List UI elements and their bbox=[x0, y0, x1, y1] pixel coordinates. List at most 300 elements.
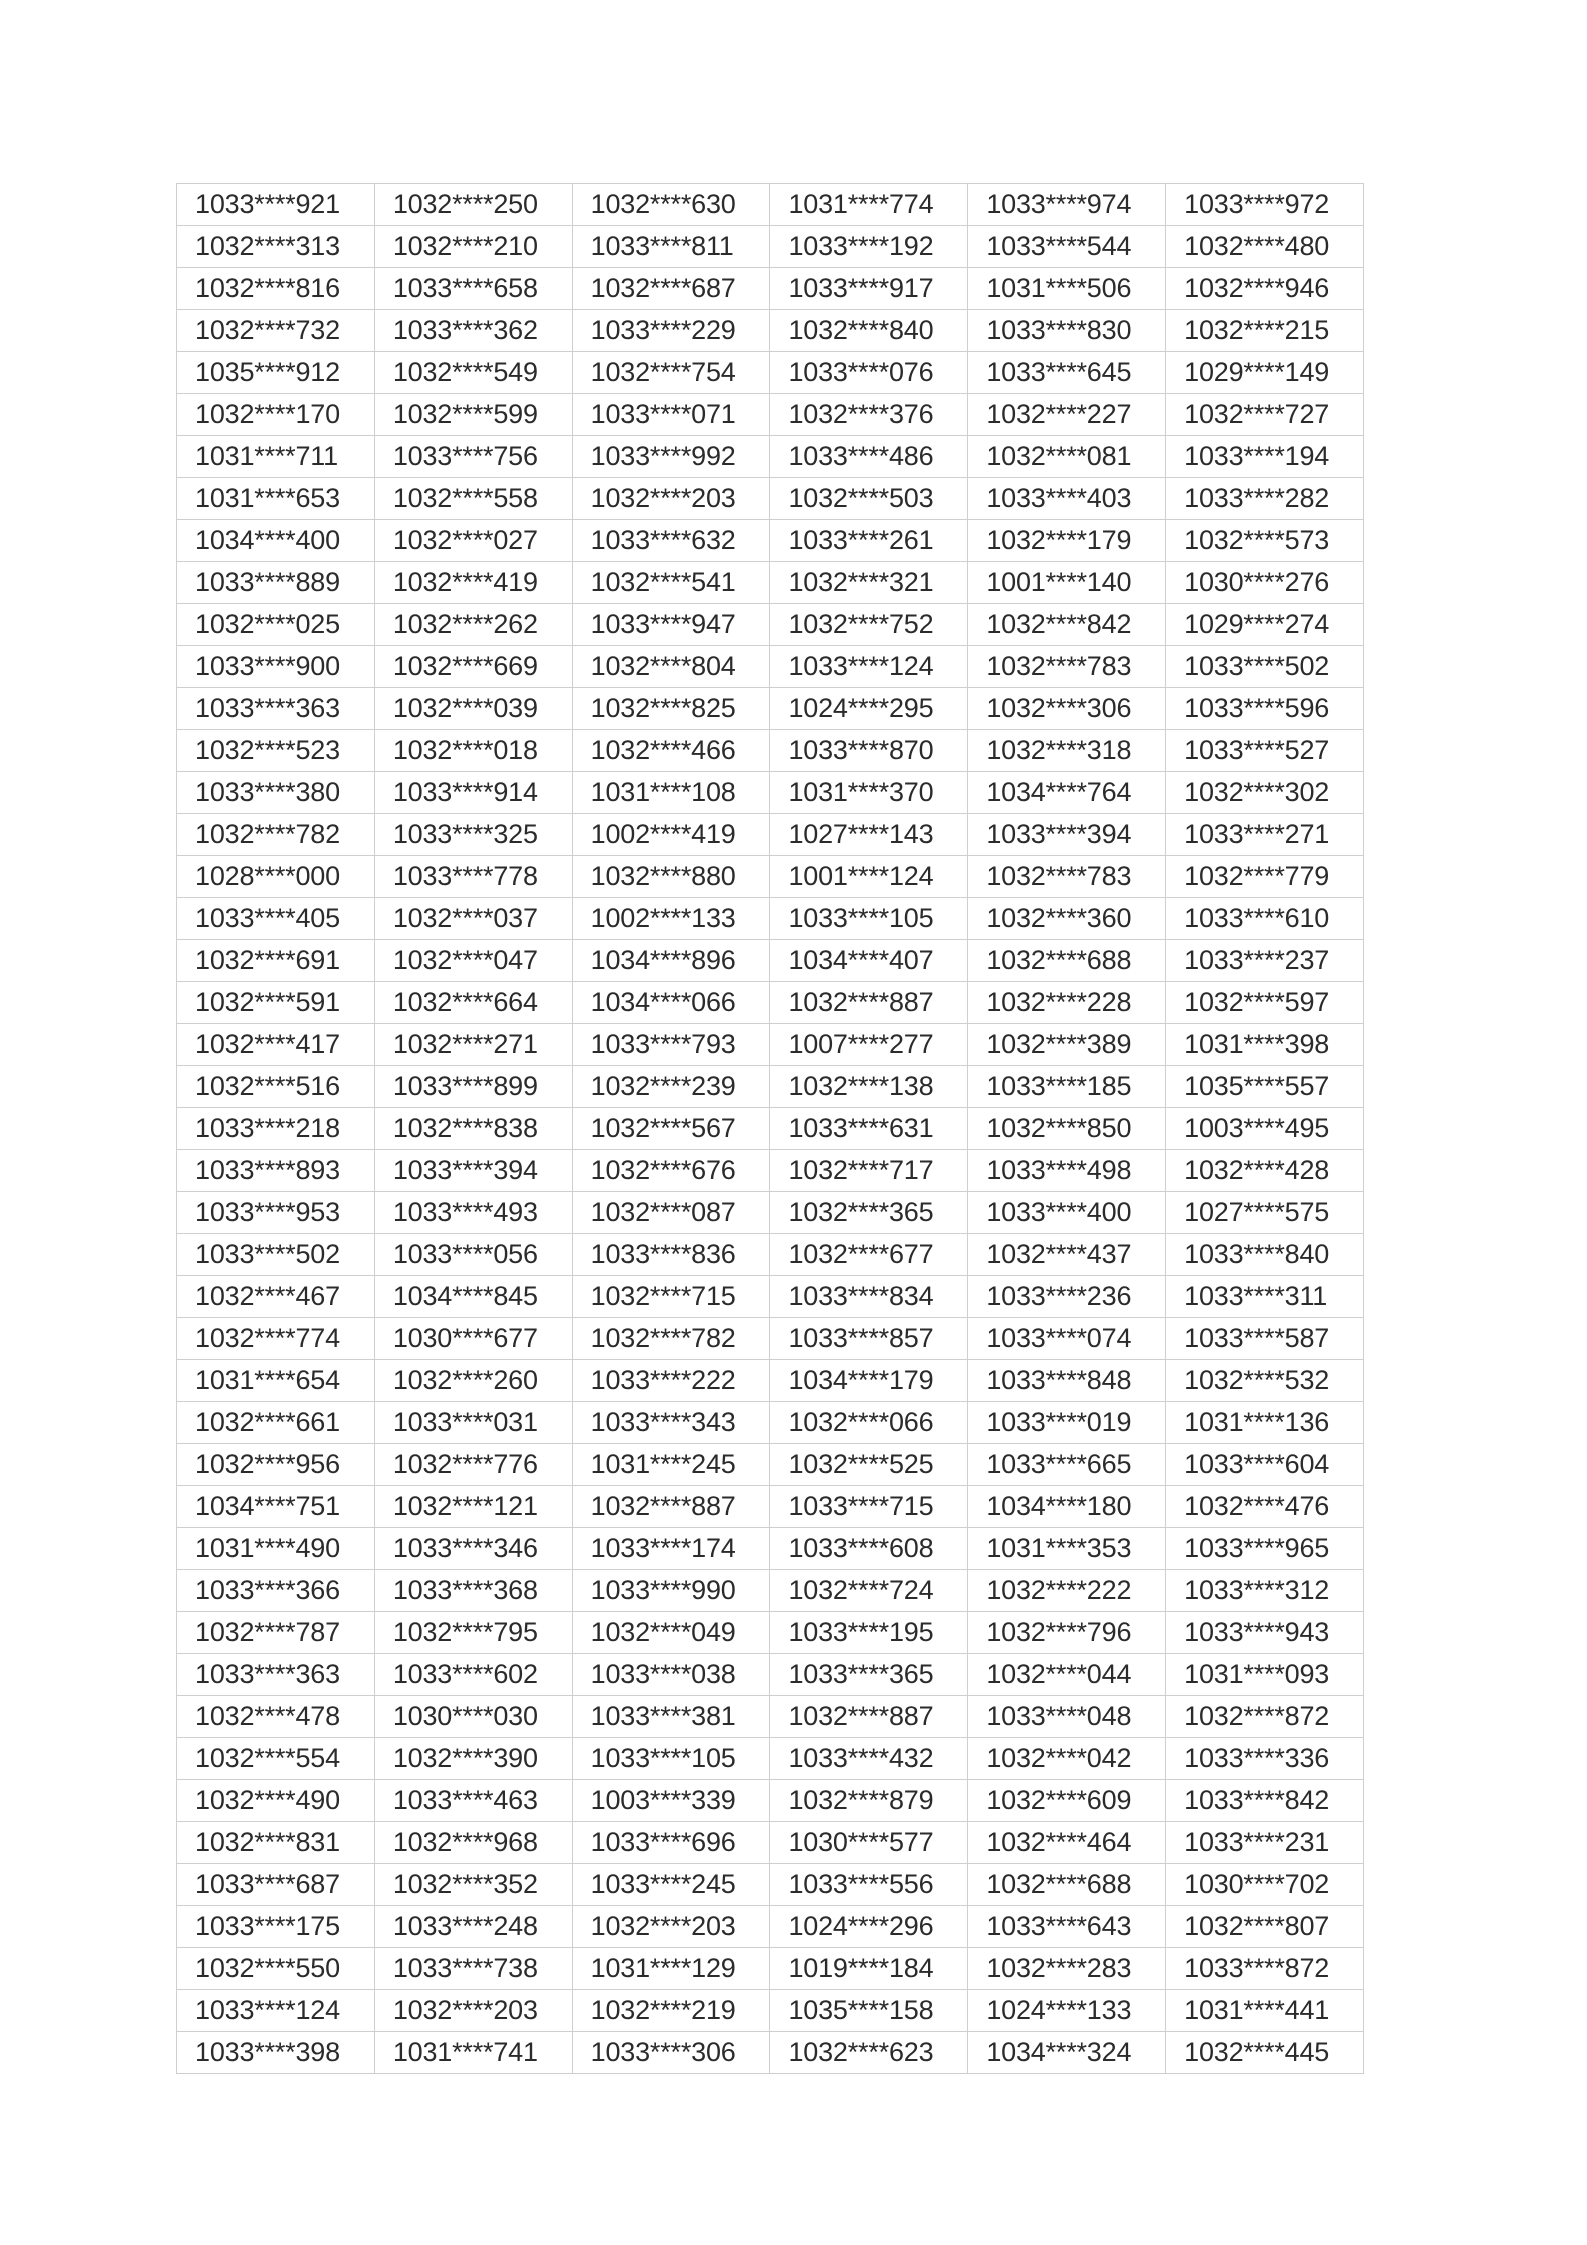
table-row bbox=[177, 478, 1364, 520]
table-cell: 1032****609 bbox=[968, 1780, 1166, 1822]
table-cell: 1032****467 bbox=[177, 1276, 375, 1318]
table-cell: 1032****807 bbox=[1166, 1906, 1364, 1948]
table-cell: 1032****179 bbox=[968, 520, 1166, 562]
table-row bbox=[177, 352, 1364, 394]
table-cell: 1032****776 bbox=[374, 1444, 572, 1486]
table-cell: 1032****228 bbox=[968, 982, 1166, 1024]
table-cell: 1007****277 bbox=[770, 1024, 968, 1066]
table-cell: 1033****836 bbox=[572, 1234, 770, 1276]
table-cell: 1033****899 bbox=[374, 1066, 572, 1108]
table-cell: 1033****048 bbox=[968, 1696, 1166, 1738]
table-cell: 1032****365 bbox=[770, 1192, 968, 1234]
table-row bbox=[177, 1906, 1364, 1948]
table-cell: 1032****804 bbox=[572, 646, 770, 688]
table-row bbox=[177, 1024, 1364, 1066]
table-cell: 1033****486 bbox=[770, 436, 968, 478]
table-cell: 1033****715 bbox=[770, 1486, 968, 1528]
table-row bbox=[177, 688, 1364, 730]
table-cell: 1030****276 bbox=[1166, 562, 1364, 604]
table-cell: 1032****039 bbox=[374, 688, 572, 730]
table-cell: 1033****368 bbox=[374, 1570, 572, 1612]
table-cell: 1032****968 bbox=[374, 1822, 572, 1864]
table-cell: 1032****687 bbox=[572, 268, 770, 310]
table-cell: 1033****502 bbox=[177, 1234, 375, 1276]
table-cell: 1033****365 bbox=[770, 1654, 968, 1696]
table-cell: 1031****353 bbox=[968, 1528, 1166, 1570]
table-cell: 1033****632 bbox=[572, 520, 770, 562]
table-cell: 1032****203 bbox=[374, 1990, 572, 2032]
table-cell: 1032****066 bbox=[770, 1402, 968, 1444]
table-cell: 1032****887 bbox=[770, 1696, 968, 1738]
table-cell: 1033****261 bbox=[770, 520, 968, 562]
table-cell: 1032****838 bbox=[374, 1108, 572, 1150]
table-cell: 1033****857 bbox=[770, 1318, 968, 1360]
table-cell: 1033****363 bbox=[177, 1654, 375, 1696]
table-row bbox=[177, 520, 1364, 562]
table-cell: 1032****480 bbox=[1166, 226, 1364, 268]
table-cell: 1032****445 bbox=[1166, 2032, 1364, 2074]
table-cell: 1032****087 bbox=[572, 1192, 770, 1234]
table-cell: 1032****478 bbox=[177, 1696, 375, 1738]
table-cell: 1034****324 bbox=[968, 2032, 1166, 2074]
table-cell: 1031****136 bbox=[1166, 1402, 1364, 1444]
table-cell: 1035****557 bbox=[1166, 1066, 1364, 1108]
table-cell: 1033****124 bbox=[177, 1990, 375, 2032]
table-cell: 1033****311 bbox=[1166, 1276, 1364, 1318]
table-cell: 1033****596 bbox=[1166, 688, 1364, 730]
table-cell: 1033****031 bbox=[374, 1402, 572, 1444]
table-cell: 1032****203 bbox=[572, 1906, 770, 1948]
table-cell: 1033****631 bbox=[770, 1108, 968, 1150]
table-cell: 1032****783 bbox=[968, 856, 1166, 898]
table-cell: 1032****688 bbox=[968, 1864, 1166, 1906]
table-cell: 1032****428 bbox=[1166, 1150, 1364, 1192]
table-row bbox=[177, 562, 1364, 604]
table-cell: 1033****380 bbox=[177, 772, 375, 814]
table-cell: 1031****654 bbox=[177, 1360, 375, 1402]
table-cell: 1032****121 bbox=[374, 1486, 572, 1528]
table-cell: 1033****463 bbox=[374, 1780, 572, 1822]
table-cell: 1033****943 bbox=[1166, 1612, 1364, 1654]
table-cell: 1032****550 bbox=[177, 1948, 375, 1990]
table-row bbox=[177, 1948, 1364, 1990]
table-cell: 1032****222 bbox=[968, 1570, 1166, 1612]
table-cell: 1033****498 bbox=[968, 1150, 1166, 1192]
table-cell: 1029****149 bbox=[1166, 352, 1364, 394]
table-cell: 1033****587 bbox=[1166, 1318, 1364, 1360]
table-cell: 1033****432 bbox=[770, 1738, 968, 1780]
table-cell: 1002****419 bbox=[572, 814, 770, 856]
table-cell: 1032****037 bbox=[374, 898, 572, 940]
table-cell: 1035****158 bbox=[770, 1990, 968, 2032]
table-cell: 1032****715 bbox=[572, 1276, 770, 1318]
table-cell: 1031****093 bbox=[1166, 1654, 1364, 1696]
table-cell: 1032****042 bbox=[968, 1738, 1166, 1780]
table-row bbox=[177, 856, 1364, 898]
table-cell: 1034****764 bbox=[968, 772, 1166, 814]
table-cell: 1030****030 bbox=[374, 1696, 572, 1738]
table-cell: 1032****825 bbox=[572, 688, 770, 730]
table-cell: 1032****677 bbox=[770, 1234, 968, 1276]
table-cell: 1032****476 bbox=[1166, 1486, 1364, 1528]
table-row bbox=[177, 1696, 1364, 1738]
table-cell: 1033****174 bbox=[572, 1528, 770, 1570]
table-cell: 1032****664 bbox=[374, 982, 572, 1024]
table-cell: 1032****840 bbox=[770, 310, 968, 352]
table-cell: 1032****717 bbox=[770, 1150, 968, 1192]
table-cell: 1032****219 bbox=[572, 1990, 770, 2032]
table-cell: 1031****129 bbox=[572, 1948, 770, 1990]
table-cell: 1033****917 bbox=[770, 268, 968, 310]
table-row bbox=[177, 1738, 1364, 1780]
table-cell: 1033****222 bbox=[572, 1360, 770, 1402]
table-cell: 1032****271 bbox=[374, 1024, 572, 1066]
table-cell: 1033****403 bbox=[968, 478, 1166, 520]
table-cell: 1032****541 bbox=[572, 562, 770, 604]
table-cell: 1033****124 bbox=[770, 646, 968, 688]
table-cell: 1032****390 bbox=[374, 1738, 572, 1780]
table-cell: 1031****370 bbox=[770, 772, 968, 814]
table-cell: 1032****724 bbox=[770, 1570, 968, 1612]
table-cell: 1033****643 bbox=[968, 1906, 1166, 1948]
table-cell: 1032****306 bbox=[968, 688, 1166, 730]
table-cell: 1032****360 bbox=[968, 898, 1166, 940]
table-cell: 1032****490 bbox=[177, 1780, 375, 1822]
table-cell: 1033****793 bbox=[572, 1024, 770, 1066]
table-row bbox=[177, 184, 1364, 226]
table-cell: 1033****870 bbox=[770, 730, 968, 772]
table-cell: 1033****231 bbox=[1166, 1822, 1364, 1864]
table-cell: 1032****283 bbox=[968, 1948, 1166, 1990]
table-cell: 1032****558 bbox=[374, 478, 572, 520]
table-cell: 1033****872 bbox=[1166, 1948, 1364, 1990]
table-cell: 1030****677 bbox=[374, 1318, 572, 1360]
table-cell: 1034****400 bbox=[177, 520, 375, 562]
table-cell: 1032****417 bbox=[177, 1024, 375, 1066]
table-cell: 1034****845 bbox=[374, 1276, 572, 1318]
table-row bbox=[177, 1654, 1364, 1696]
table-cell: 1032****872 bbox=[1166, 1696, 1364, 1738]
table-cell: 1033****544 bbox=[968, 226, 1166, 268]
table-cell: 1032****170 bbox=[177, 394, 375, 436]
table-cell: 1032****047 bbox=[374, 940, 572, 982]
table-cell: 1032****599 bbox=[374, 394, 572, 436]
table-row bbox=[177, 1276, 1364, 1318]
table-cell: 1032****816 bbox=[177, 268, 375, 310]
table-cell: 1027****143 bbox=[770, 814, 968, 856]
table-cell: 1033****974 bbox=[968, 184, 1166, 226]
table-cell: 1033****400 bbox=[968, 1192, 1166, 1234]
table-cell: 1032****081 bbox=[968, 436, 1166, 478]
table-cell: 1032****782 bbox=[572, 1318, 770, 1360]
table-cell: 1033****218 bbox=[177, 1108, 375, 1150]
table-cell: 1033****192 bbox=[770, 226, 968, 268]
table-cell: 1033****394 bbox=[374, 1150, 572, 1192]
table-row bbox=[177, 1234, 1364, 1276]
table-row bbox=[177, 1528, 1364, 1570]
table-row bbox=[177, 1612, 1364, 1654]
table-cell: 1033****282 bbox=[1166, 478, 1364, 520]
table-cell: 1033****914 bbox=[374, 772, 572, 814]
table-row bbox=[177, 772, 1364, 814]
table-cell: 1032****887 bbox=[572, 1486, 770, 1528]
table-cell: 1033****019 bbox=[968, 1402, 1166, 1444]
table-cell: 1034****179 bbox=[770, 1360, 968, 1402]
table-cell: 1031****741 bbox=[374, 2032, 572, 2074]
table-cell: 1032****321 bbox=[770, 562, 968, 604]
table-row bbox=[177, 1444, 1364, 1486]
table-row bbox=[177, 310, 1364, 352]
table-cell: 1033****398 bbox=[177, 2032, 375, 2074]
table-cell: 1032****516 bbox=[177, 1066, 375, 1108]
table-cell: 1033****893 bbox=[177, 1150, 375, 1192]
table-row bbox=[177, 1780, 1364, 1822]
table-cell: 1032****018 bbox=[374, 730, 572, 772]
table-cell: 1032****027 bbox=[374, 520, 572, 562]
table-row bbox=[177, 394, 1364, 436]
table-cell: 1032****591 bbox=[177, 982, 375, 1024]
table-cell: 1029****274 bbox=[1166, 604, 1364, 646]
table-cell: 1033****248 bbox=[374, 1906, 572, 1948]
table-cell: 1031****490 bbox=[177, 1528, 375, 1570]
table-cell: 1032****573 bbox=[1166, 520, 1364, 562]
table-row bbox=[177, 436, 1364, 478]
table-row bbox=[177, 898, 1364, 940]
table-cell: 1031****398 bbox=[1166, 1024, 1364, 1066]
table-cell: 1033****608 bbox=[770, 1528, 968, 1570]
table-cell: 1002****133 bbox=[572, 898, 770, 940]
table-row bbox=[177, 226, 1364, 268]
table-cell: 1032****880 bbox=[572, 856, 770, 898]
table-cell: 1032****850 bbox=[968, 1108, 1166, 1150]
table-cell: 1033****346 bbox=[374, 1528, 572, 1570]
table-cell: 1032****879 bbox=[770, 1780, 968, 1822]
table-cell: 1032****796 bbox=[968, 1612, 1166, 1654]
table-row bbox=[177, 1864, 1364, 1906]
table-cell: 1033****830 bbox=[968, 310, 1166, 352]
table-cell: 1032****250 bbox=[374, 184, 572, 226]
table-cell: 1033****362 bbox=[374, 310, 572, 352]
table-cell: 1033****363 bbox=[177, 688, 375, 730]
table-cell: 1033****343 bbox=[572, 1402, 770, 1444]
table-cell: 1030****577 bbox=[770, 1822, 968, 1864]
table-cell: 1019****184 bbox=[770, 1948, 968, 1990]
table-cell: 1032****783 bbox=[968, 646, 1166, 688]
table-cell: 1033****366 bbox=[177, 1570, 375, 1612]
table-cell: 1034****896 bbox=[572, 940, 770, 982]
table-cell: 1032****525 bbox=[770, 1444, 968, 1486]
table-cell: 1032****313 bbox=[177, 226, 375, 268]
table-cell: 1034****751 bbox=[177, 1486, 375, 1528]
table-cell: 1003****339 bbox=[572, 1780, 770, 1822]
table-cell: 1032****752 bbox=[770, 604, 968, 646]
table-row bbox=[177, 982, 1364, 1024]
table-cell: 1033****194 bbox=[1166, 436, 1364, 478]
table-cell: 1032****795 bbox=[374, 1612, 572, 1654]
table-cell: 1033****229 bbox=[572, 310, 770, 352]
table-cell: 1033****556 bbox=[770, 1864, 968, 1906]
table-cell: 1032****523 bbox=[177, 730, 375, 772]
table-cell: 1032****887 bbox=[770, 982, 968, 1024]
table-cell: 1033****848 bbox=[968, 1360, 1166, 1402]
table-cell: 1032****842 bbox=[968, 604, 1166, 646]
table-cell: 1033****972 bbox=[1166, 184, 1364, 226]
table-cell: 1032****661 bbox=[177, 1402, 375, 1444]
table-cell: 1031****506 bbox=[968, 268, 1166, 310]
table-cell: 1032****389 bbox=[968, 1024, 1166, 1066]
table-cell: 1031****108 bbox=[572, 772, 770, 814]
table-cell: 1031****245 bbox=[572, 1444, 770, 1486]
table-cell: 1032****688 bbox=[968, 940, 1166, 982]
table-cell: 1033****840 bbox=[1166, 1234, 1364, 1276]
table-cell: 1033****696 bbox=[572, 1822, 770, 1864]
table-row bbox=[177, 730, 1364, 772]
table-cell: 1033****394 bbox=[968, 814, 1166, 856]
table-cell: 1032****691 bbox=[177, 940, 375, 982]
masked-number-table bbox=[176, 183, 1364, 2074]
table-row bbox=[177, 814, 1364, 856]
table-cell: 1032****215 bbox=[1166, 310, 1364, 352]
table-cell: 1032****630 bbox=[572, 184, 770, 226]
table-cell: 1033****038 bbox=[572, 1654, 770, 1696]
table-cell: 1032****597 bbox=[1166, 982, 1364, 1024]
table-cell: 1033****056 bbox=[374, 1234, 572, 1276]
table-row bbox=[177, 1822, 1364, 1864]
table-cell: 1032****203 bbox=[572, 478, 770, 520]
table-cell: 1033****381 bbox=[572, 1696, 770, 1738]
table-cell: 1032****239 bbox=[572, 1066, 770, 1108]
table-cell: 1033****071 bbox=[572, 394, 770, 436]
table-row bbox=[177, 1150, 1364, 1192]
table-cell: 1033****756 bbox=[374, 436, 572, 478]
table-cell: 1032****946 bbox=[1166, 268, 1364, 310]
table-cell: 1033****185 bbox=[968, 1066, 1166, 1108]
table-cell: 1033****175 bbox=[177, 1906, 375, 1948]
table-cell: 1033****965 bbox=[1166, 1528, 1364, 1570]
table-cell: 1032****260 bbox=[374, 1360, 572, 1402]
table-cell: 1033****245 bbox=[572, 1864, 770, 1906]
table-cell: 1032****787 bbox=[177, 1612, 375, 1654]
table-cell: 1032****464 bbox=[968, 1822, 1166, 1864]
table-cell: 1001****124 bbox=[770, 856, 968, 898]
table-cell: 1032****025 bbox=[177, 604, 375, 646]
table-cell: 1033****195 bbox=[770, 1612, 968, 1654]
table-cell: 1033****610 bbox=[1166, 898, 1364, 940]
table-cell: 1032****210 bbox=[374, 226, 572, 268]
table-cell: 1032****779 bbox=[1166, 856, 1364, 898]
table-cell: 1030****702 bbox=[1166, 1864, 1364, 1906]
table-row bbox=[177, 1108, 1364, 1150]
table-cell: 1033****105 bbox=[572, 1738, 770, 1780]
table-cell: 1024****133 bbox=[968, 1990, 1166, 2032]
table-cell: 1033****834 bbox=[770, 1276, 968, 1318]
table-cell: 1032****956 bbox=[177, 1444, 375, 1486]
table-row bbox=[177, 1318, 1364, 1360]
table-body bbox=[177, 184, 1364, 2074]
table-cell: 1032****549 bbox=[374, 352, 572, 394]
table-cell: 1033****921 bbox=[177, 184, 375, 226]
table-cell: 1028****000 bbox=[177, 856, 375, 898]
table-cell: 1032****138 bbox=[770, 1066, 968, 1108]
table-row bbox=[177, 1360, 1364, 1402]
table-cell: 1033****306 bbox=[572, 2032, 770, 2074]
table-cell: 1032****831 bbox=[177, 1822, 375, 1864]
table-cell: 1033****604 bbox=[1166, 1444, 1364, 1486]
table-row bbox=[177, 940, 1364, 982]
table-cell: 1033****527 bbox=[1166, 730, 1364, 772]
table-row bbox=[177, 1192, 1364, 1234]
table-row bbox=[177, 268, 1364, 310]
table-cell: 1031****441 bbox=[1166, 1990, 1364, 2032]
table-cell: 1032****352 bbox=[374, 1864, 572, 1906]
table-cell: 1033****889 bbox=[177, 562, 375, 604]
table-cell: 1033****900 bbox=[177, 646, 375, 688]
table-cell: 1032****782 bbox=[177, 814, 375, 856]
table-cell: 1033****687 bbox=[177, 1864, 375, 1906]
table-cell: 1033****990 bbox=[572, 1570, 770, 1612]
table-cell: 1033****312 bbox=[1166, 1570, 1364, 1612]
table-cell: 1033****778 bbox=[374, 856, 572, 898]
table-cell: 1033****502 bbox=[1166, 646, 1364, 688]
table-cell: 1032****532 bbox=[1166, 1360, 1364, 1402]
table-cell: 1032****227 bbox=[968, 394, 1166, 436]
table-cell: 1032****732 bbox=[177, 310, 375, 352]
table-cell: 1033****645 bbox=[968, 352, 1166, 394]
table-cell: 1032****466 bbox=[572, 730, 770, 772]
table-cell: 1033****074 bbox=[968, 1318, 1166, 1360]
table-row bbox=[177, 1990, 1364, 2032]
table-cell: 1032****044 bbox=[968, 1654, 1166, 1696]
table-cell: 1031****774 bbox=[770, 184, 968, 226]
table-cell: 1024****295 bbox=[770, 688, 968, 730]
table-cell: 1033****493 bbox=[374, 1192, 572, 1234]
table-cell: 1033****405 bbox=[177, 898, 375, 940]
table-row bbox=[177, 1066, 1364, 1108]
table-cell: 1033****325 bbox=[374, 814, 572, 856]
table-cell: 1033****658 bbox=[374, 268, 572, 310]
table-row bbox=[177, 1402, 1364, 1444]
table-cell: 1033****602 bbox=[374, 1654, 572, 1696]
table-row bbox=[177, 604, 1364, 646]
table-cell: 1034****180 bbox=[968, 1486, 1166, 1528]
table-cell: 1031****711 bbox=[177, 436, 375, 478]
table-cell: 1033****236 bbox=[968, 1276, 1166, 1318]
table-cell: 1032****754 bbox=[572, 352, 770, 394]
table-cell: 1032****567 bbox=[572, 1108, 770, 1150]
table-cell: 1024****296 bbox=[770, 1906, 968, 1948]
table-cell: 1032****554 bbox=[177, 1738, 375, 1780]
table-cell: 1032****774 bbox=[177, 1318, 375, 1360]
table-cell: 1032****419 bbox=[374, 562, 572, 604]
table-cell: 1001****140 bbox=[968, 562, 1166, 604]
table-cell: 1033****738 bbox=[374, 1948, 572, 1990]
table-cell: 1027****575 bbox=[1166, 1192, 1364, 1234]
table-cell: 1033****992 bbox=[572, 436, 770, 478]
table-cell: 1031****653 bbox=[177, 478, 375, 520]
table-row bbox=[177, 646, 1364, 688]
table-cell: 1032****049 bbox=[572, 1612, 770, 1654]
table-cell: 1033****665 bbox=[968, 1444, 1166, 1486]
table-row bbox=[177, 1486, 1364, 1528]
table-cell: 1032****262 bbox=[374, 604, 572, 646]
table-cell: 1032****669 bbox=[374, 646, 572, 688]
table-cell: 1003****495 bbox=[1166, 1108, 1364, 1150]
table-row bbox=[177, 2032, 1364, 2074]
table-cell: 1035****912 bbox=[177, 352, 375, 394]
table-cell: 1032****376 bbox=[770, 394, 968, 436]
table-cell: 1033****105 bbox=[770, 898, 968, 940]
table-cell: 1033****842 bbox=[1166, 1780, 1364, 1822]
